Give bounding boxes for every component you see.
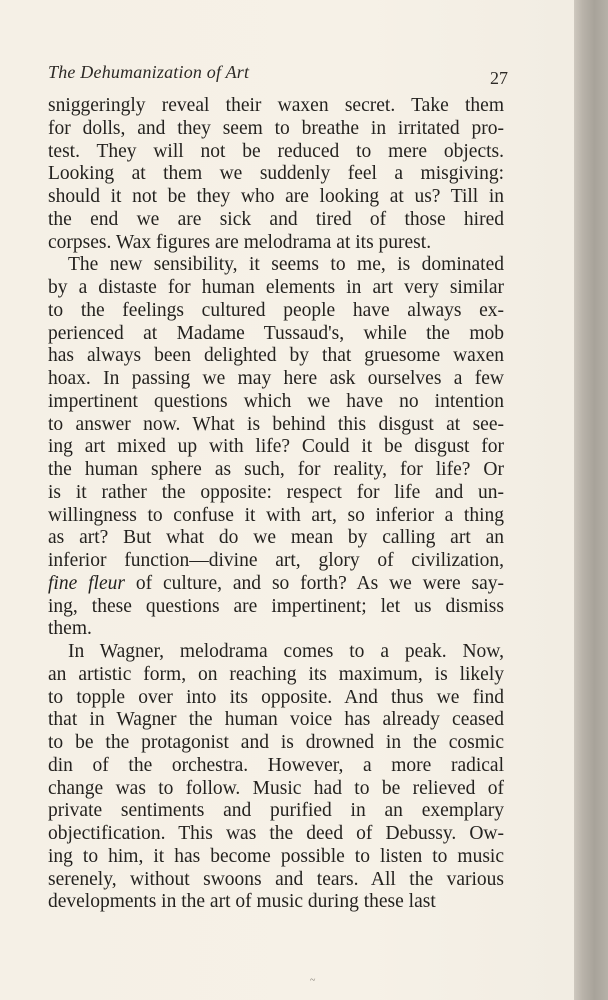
text-line: to topple over into its opposite. And thus we find (48, 686, 504, 708)
italic-phrase: fine fleur (48, 572, 125, 594)
text-line: should it not be they who are looking at us? Till in (48, 186, 504, 207)
text-line: inferior function—divine art, glory of civilization, (48, 550, 504, 571)
text-line: is it rather the opposite: respect for life and un- (48, 481, 504, 503)
text-line: hoax. In passing we may here ask ourselves a few (48, 368, 504, 389)
text-line: In Wagner, melodrama comes to a peak. Now, (68, 641, 504, 662)
text-line: ing, these questions are impertinent; let us dismiss (48, 595, 504, 617)
text-line: as art? But what do we mean by calling art an (48, 527, 504, 549)
running-title: The Dehumanization of Art (48, 62, 250, 82)
text-line: sniggeringly reveal their waxen secret. Take them (48, 95, 504, 116)
page-edge-shadow (574, 0, 608, 1000)
text-line: for dolls, and they seem to breathe in irritated pro- (48, 117, 504, 139)
text-line: ing art mixed up with life? Could it be disgust for (48, 436, 504, 458)
text-line: fine fleur of culture, and so forth? As we were say- (48, 572, 504, 594)
text-line: The new sensibility, it seems to me, is dominated (68, 254, 504, 276)
running-header (48, 62, 508, 90)
text-line: ing to him, it has become possible to listen to music (48, 845, 504, 867)
text-line: Looking at them we suddenly feel a misgiving: (48, 163, 504, 185)
text-line: to answer now. What is behind this disgust at see- (48, 413, 504, 435)
text-line: objectification. This was the deed of Debussy. Ow- (48, 823, 504, 844)
text-line: them. (48, 618, 92, 640)
text-line: that in Wagner the human voice has already ceased (48, 709, 504, 731)
text-line: to be the protagonist and is drowned in the cosmic (48, 732, 504, 753)
text-line: din of the orchestra. However, a more radical (48, 754, 504, 776)
text-line: developments in the art of music during these last (48, 891, 436, 913)
text-line: perienced at Madame Tussaud's, while the mob (48, 322, 504, 344)
body-text (48, 95, 504, 914)
text-line: has always been delighted by that gruesome waxen (48, 345, 504, 367)
text-line: willingness to confuse it with art, so inferior a thing (48, 504, 504, 526)
text-line: impertinent questions which we have no intention (48, 390, 504, 412)
text-line: an artistic form, on reaching its maximum, is likely (48, 663, 504, 685)
text-line: to the feelings cultured people have always ex- (48, 299, 504, 321)
text-line: corpses. Wax figures are melodrama at its purest. (48, 231, 432, 253)
text-line: change was to follow. Music had to be relieved of (48, 777, 504, 799)
text-line: the human sphere as such, for reality, for life? Or (48, 459, 504, 480)
text-line: serenely, without swoons and tears. All the various (48, 868, 504, 890)
text-line: by a distaste for human elements in art very similar (48, 277, 504, 298)
text-line: the end we are sick and tired of those hired (48, 208, 504, 230)
page-number: 27 (490, 68, 508, 88)
text-line: private sentiments and purified in an exemplary (48, 800, 504, 822)
text-line: test. They will not be reduced to mere objects. (48, 140, 504, 162)
footer-mark: ~ (310, 975, 316, 986)
